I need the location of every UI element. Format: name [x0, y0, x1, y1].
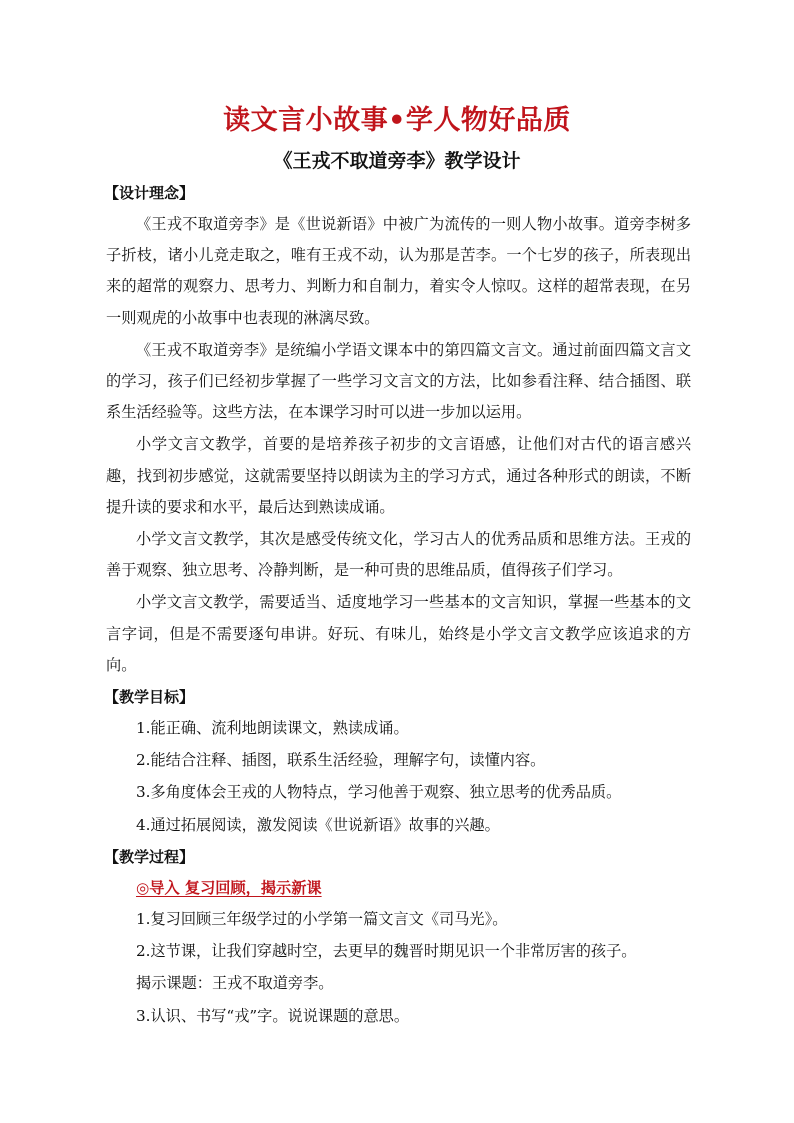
intro-section-title-text: ◎导入 复习回顾，揭示新课 [136, 878, 322, 897]
design-paragraph-5: 小学文言文教学，需要适当、适度地学习一些基本的文言知识，掌握一些基本的文言字词，但是不需要逐句串讲。好玩、有味儿，始终是小学文言文教学应该追求的方向。 [106, 593, 691, 674]
goal-item-1: 1.能正确、流利地朗读课文，熟读成诵。 [136, 719, 409, 738]
goals-heading: 【教学目标】 [104, 688, 195, 707]
goal-item-3: 3.多角度体会王戎的人物特点，学习他善于观察、独立思考的优秀品质。 [136, 783, 622, 802]
goal-item-2: 2.能结合注释、插图，联系生活经验，理解字句，读懂内容。 [136, 751, 546, 770]
design-paragraph-4: 小学文言文教学，其次是感受传统文化，学习古人的优秀品质和思维方法。王戎的善于观察、独立思考、冷静判断，是一种可贵的思维品质，值得孩子们学习。 [106, 530, 691, 580]
design-heading: 【设计理念】 [104, 184, 195, 202]
page-subtitle: 《王戎不取道旁李》教学设计 [273, 150, 521, 172]
goal-item-4: 4.通过拓展阅读，激发阅读《世说新语》故事的兴趣。 [136, 815, 500, 834]
intro-section-title [106, 873, 691, 904]
design-paragraph-1: 《王戎不取道旁李》是《世说新语》中被广为流传的一则人物小故事。道旁李树多子折枝，诸小儿竞走取之，唯有王戎不动，认为那是苦李。一个七岁的孩子，所表现出来的超常的观察力、思考力、判断力和自制力，着实令人惊叹。这样的超常表现，在另一则观虎的小故事中也表现的淋漓尽致。 [106, 215, 691, 327]
document-body [106, 178, 691, 1033]
process-item-4: 3.认识、书写“戎”字。说说课题的意思。 [136, 1006, 410, 1025]
page-title: 读文言小故事•学人物好品质 [223, 105, 571, 136]
process-heading: 【教学过程】 [104, 847, 195, 866]
process-item-1: 1.复习回顾三年级学过的小学第一篇文言文《司马光》。 [136, 910, 508, 929]
process-item-3: 揭示课题：王戎不取道旁李。 [136, 974, 334, 993]
design-paragraph-2: 《王戎不取道旁李》是统编小学语文课本中的第四篇文言文。通过前面四篇文言文的学习，孩子们已经初步掌握了一些学习文言文的方法，比如参看注释、结合插图、联系生活经验等。这些方法，在本课学习时可以进一步加以运用。 [106, 340, 691, 422]
process-item-2: 2.这节课，让我们穿越时空，去更早的魏晋时期见识一个非常厉害的孩子。 [136, 942, 637, 961]
design-paragraph-3: 小学文言文教学，首要的是培养孩子初步的文言语感，让他们对古代的语言感兴趣，找到初步感觉，这就需要坚持以朗读为主的学习方式，通过各种形式的朗读，不断提升读的要求和水平，最后达到熟读成诵。 [106, 435, 691, 516]
